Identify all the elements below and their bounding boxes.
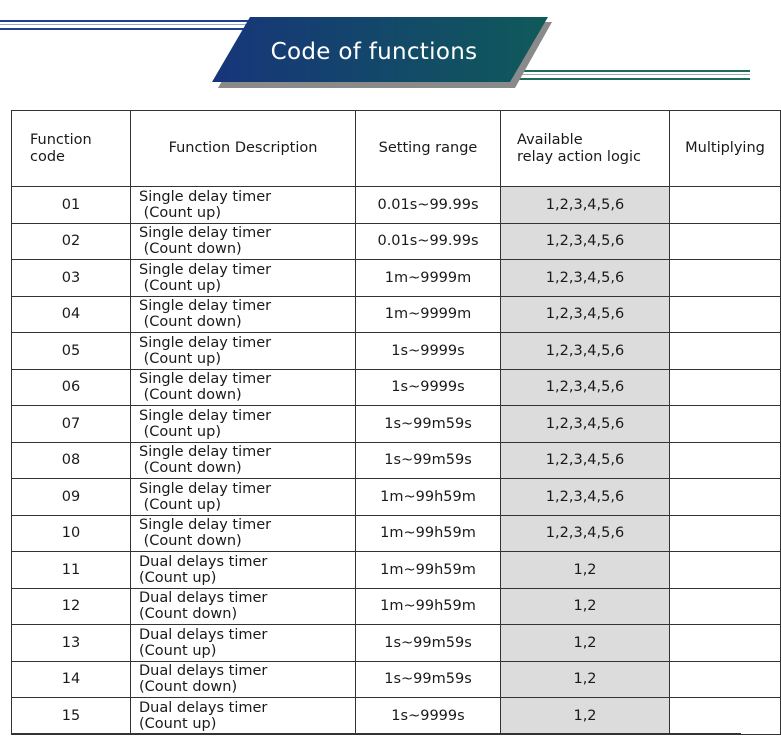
relay-logic-cell: 1,2,3,4,5,6 bbox=[501, 369, 670, 406]
function-description-cell bbox=[131, 661, 356, 698]
multiplying-cell bbox=[670, 625, 781, 662]
function-code-cell: 11 bbox=[12, 552, 131, 589]
setting-range-cell: 1s~99m59s bbox=[356, 406, 501, 443]
right-stripe bbox=[500, 78, 750, 80]
setting-range-cell: 0.01s~99.99s bbox=[356, 223, 501, 260]
relay-logic-cell: 1,2,3,4,5,6 bbox=[501, 406, 670, 443]
table-row bbox=[12, 479, 781, 516]
multiplying-cell bbox=[670, 661, 781, 698]
description-text: Dual delays timer (Count down) bbox=[139, 663, 268, 696]
description-text: Single delay timer (Count down) bbox=[139, 444, 272, 477]
table-row bbox=[12, 406, 781, 443]
header-function-description: Function Description bbox=[131, 111, 356, 187]
description-text: Single delay timer (Count down) bbox=[139, 298, 272, 331]
multiplying-cell bbox=[670, 552, 781, 589]
table-row bbox=[12, 552, 781, 589]
function-code-cell: 08 bbox=[12, 442, 131, 479]
multiplying-cell bbox=[670, 698, 781, 735]
relay-logic-cell: 1,2,3,4,5,6 bbox=[501, 442, 670, 479]
multiplying-cell bbox=[670, 479, 781, 516]
function-description-cell bbox=[131, 406, 356, 443]
table-continuation bbox=[11, 733, 741, 740]
setting-range-cell: 1s~99m59s bbox=[356, 625, 501, 662]
function-code-cell: 06 bbox=[12, 369, 131, 406]
left-stripe bbox=[0, 20, 250, 22]
table-row bbox=[12, 187, 781, 224]
multiplying-cell bbox=[670, 296, 781, 333]
setting-range-cell: 1s~99m59s bbox=[356, 442, 501, 479]
description-text: Single delay timer (Count up) bbox=[139, 188, 272, 221]
setting-range-cell: 1m~99h59m bbox=[356, 479, 501, 516]
description-text: Single delay timer (Count down) bbox=[139, 225, 272, 258]
table-row bbox=[12, 296, 781, 333]
relay-logic-cell: 1,2,3,4,5,6 bbox=[501, 187, 670, 224]
right-stripe bbox=[500, 74, 750, 75]
setting-range-cell: 1s~99m59s bbox=[356, 661, 501, 698]
multiplying-cell bbox=[670, 223, 781, 260]
table-row bbox=[12, 223, 781, 260]
function-code-cell: 01 bbox=[12, 187, 131, 224]
relay-logic-cell: 1,2 bbox=[501, 661, 670, 698]
table-row bbox=[12, 625, 781, 662]
setting-range-cell: 1m~9999m bbox=[356, 296, 501, 333]
setting-range-cell: 1m~9999m bbox=[356, 260, 501, 297]
relay-logic-cell: 1,2,3,4,5,6 bbox=[501, 515, 670, 552]
table-row bbox=[12, 515, 781, 552]
function-description-cell bbox=[131, 369, 356, 406]
relay-logic-cell: 1,2 bbox=[501, 552, 670, 589]
function-code-cell: 10 bbox=[12, 515, 131, 552]
relay-logic-cell: 1,2,3,4,5,6 bbox=[501, 260, 670, 297]
relay-logic-cell: 1,2 bbox=[501, 625, 670, 662]
function-code-cell: 07 bbox=[12, 406, 131, 443]
page-title: Code of functions bbox=[270, 39, 478, 65]
setting-range-cell: 1m~99h59m bbox=[356, 552, 501, 589]
multiplying-cell bbox=[670, 369, 781, 406]
table-row bbox=[12, 661, 781, 698]
multiplying-cell bbox=[670, 187, 781, 224]
multiplying-cell bbox=[670, 260, 781, 297]
table-row bbox=[12, 442, 781, 479]
function-code-cell: 09 bbox=[12, 479, 131, 516]
function-code-table bbox=[11, 110, 781, 735]
relay-logic-cell: 1,2,3,4,5,6 bbox=[501, 223, 670, 260]
table-row bbox=[12, 333, 781, 370]
description-text: Single delay timer (Count up) bbox=[139, 261, 272, 294]
table-row bbox=[12, 588, 781, 625]
function-description-cell bbox=[131, 296, 356, 333]
header-setting-range: Setting range bbox=[356, 111, 501, 187]
multiplying-cell bbox=[670, 333, 781, 370]
function-description-cell bbox=[131, 515, 356, 552]
relay-logic-cell: 1,2 bbox=[501, 698, 670, 735]
setting-range-cell: 1m~99h59m bbox=[356, 515, 501, 552]
function-description-cell bbox=[131, 588, 356, 625]
header-multiplying: Multiplying bbox=[670, 111, 781, 187]
function-description-cell bbox=[131, 223, 356, 260]
function-description-cell bbox=[131, 333, 356, 370]
function-code-cell: 02 bbox=[12, 223, 131, 260]
description-text: Single delay timer (Count up) bbox=[139, 480, 272, 513]
header-relay-logic: Available relay action logic bbox=[501, 111, 670, 187]
multiplying-cell bbox=[670, 442, 781, 479]
table-row bbox=[12, 260, 781, 297]
description-text: Dual delays timer (Count up) bbox=[139, 553, 268, 586]
function-description-cell bbox=[131, 479, 356, 516]
relay-logic-cell: 1,2 bbox=[501, 588, 670, 625]
function-code-cell: 15 bbox=[12, 698, 131, 735]
page-header bbox=[0, 0, 750, 100]
multiplying-cell bbox=[670, 588, 781, 625]
setting-range-cell: 0.01s~99.99s bbox=[356, 187, 501, 224]
function-code-cell: 13 bbox=[12, 625, 131, 662]
function-code-cell: 03 bbox=[12, 260, 131, 297]
table-header-row bbox=[12, 111, 781, 187]
function-description-cell bbox=[131, 442, 356, 479]
description-text: Dual delays timer (Count up) bbox=[139, 699, 268, 732]
table-row bbox=[12, 698, 781, 735]
function-description-cell bbox=[131, 625, 356, 662]
right-stripe bbox=[500, 70, 750, 72]
description-text: Single delay timer (Count down) bbox=[139, 371, 272, 404]
function-description-cell bbox=[131, 698, 356, 735]
setting-range-cell: 1s~9999s bbox=[356, 369, 501, 406]
description-text: Single delay timer (Count down) bbox=[139, 517, 272, 550]
function-code-cell: 12 bbox=[12, 588, 131, 625]
function-code-cell: 14 bbox=[12, 661, 131, 698]
function-description-cell bbox=[131, 187, 356, 224]
description-text: Single delay timer (Count up) bbox=[139, 407, 272, 440]
function-description-cell bbox=[131, 260, 356, 297]
function-code-cell: 04 bbox=[12, 296, 131, 333]
relay-logic-cell: 1,2,3,4,5,6 bbox=[501, 333, 670, 370]
description-text: Single delay timer (Count up) bbox=[139, 334, 272, 367]
header-function-code: Function code bbox=[12, 111, 131, 187]
description-text: Dual delays timer (Count down) bbox=[139, 590, 268, 623]
setting-range-cell: 1s~9999s bbox=[356, 698, 501, 735]
function-description-cell bbox=[131, 552, 356, 589]
description-text: Dual delays timer (Count up) bbox=[139, 626, 268, 659]
multiplying-cell bbox=[670, 515, 781, 552]
left-stripe bbox=[0, 28, 245, 30]
setting-range-cell: 1m~99h59m bbox=[356, 588, 501, 625]
relay-logic-cell: 1,2,3,4,5,6 bbox=[501, 479, 670, 516]
function-code-cell: 05 bbox=[12, 333, 131, 370]
setting-range-cell: 1s~9999s bbox=[356, 333, 501, 370]
relay-logic-cell: 1,2,3,4,5,6 bbox=[501, 296, 670, 333]
multiplying-cell bbox=[670, 406, 781, 443]
left-stripe bbox=[0, 24, 250, 25]
table-row bbox=[12, 369, 781, 406]
